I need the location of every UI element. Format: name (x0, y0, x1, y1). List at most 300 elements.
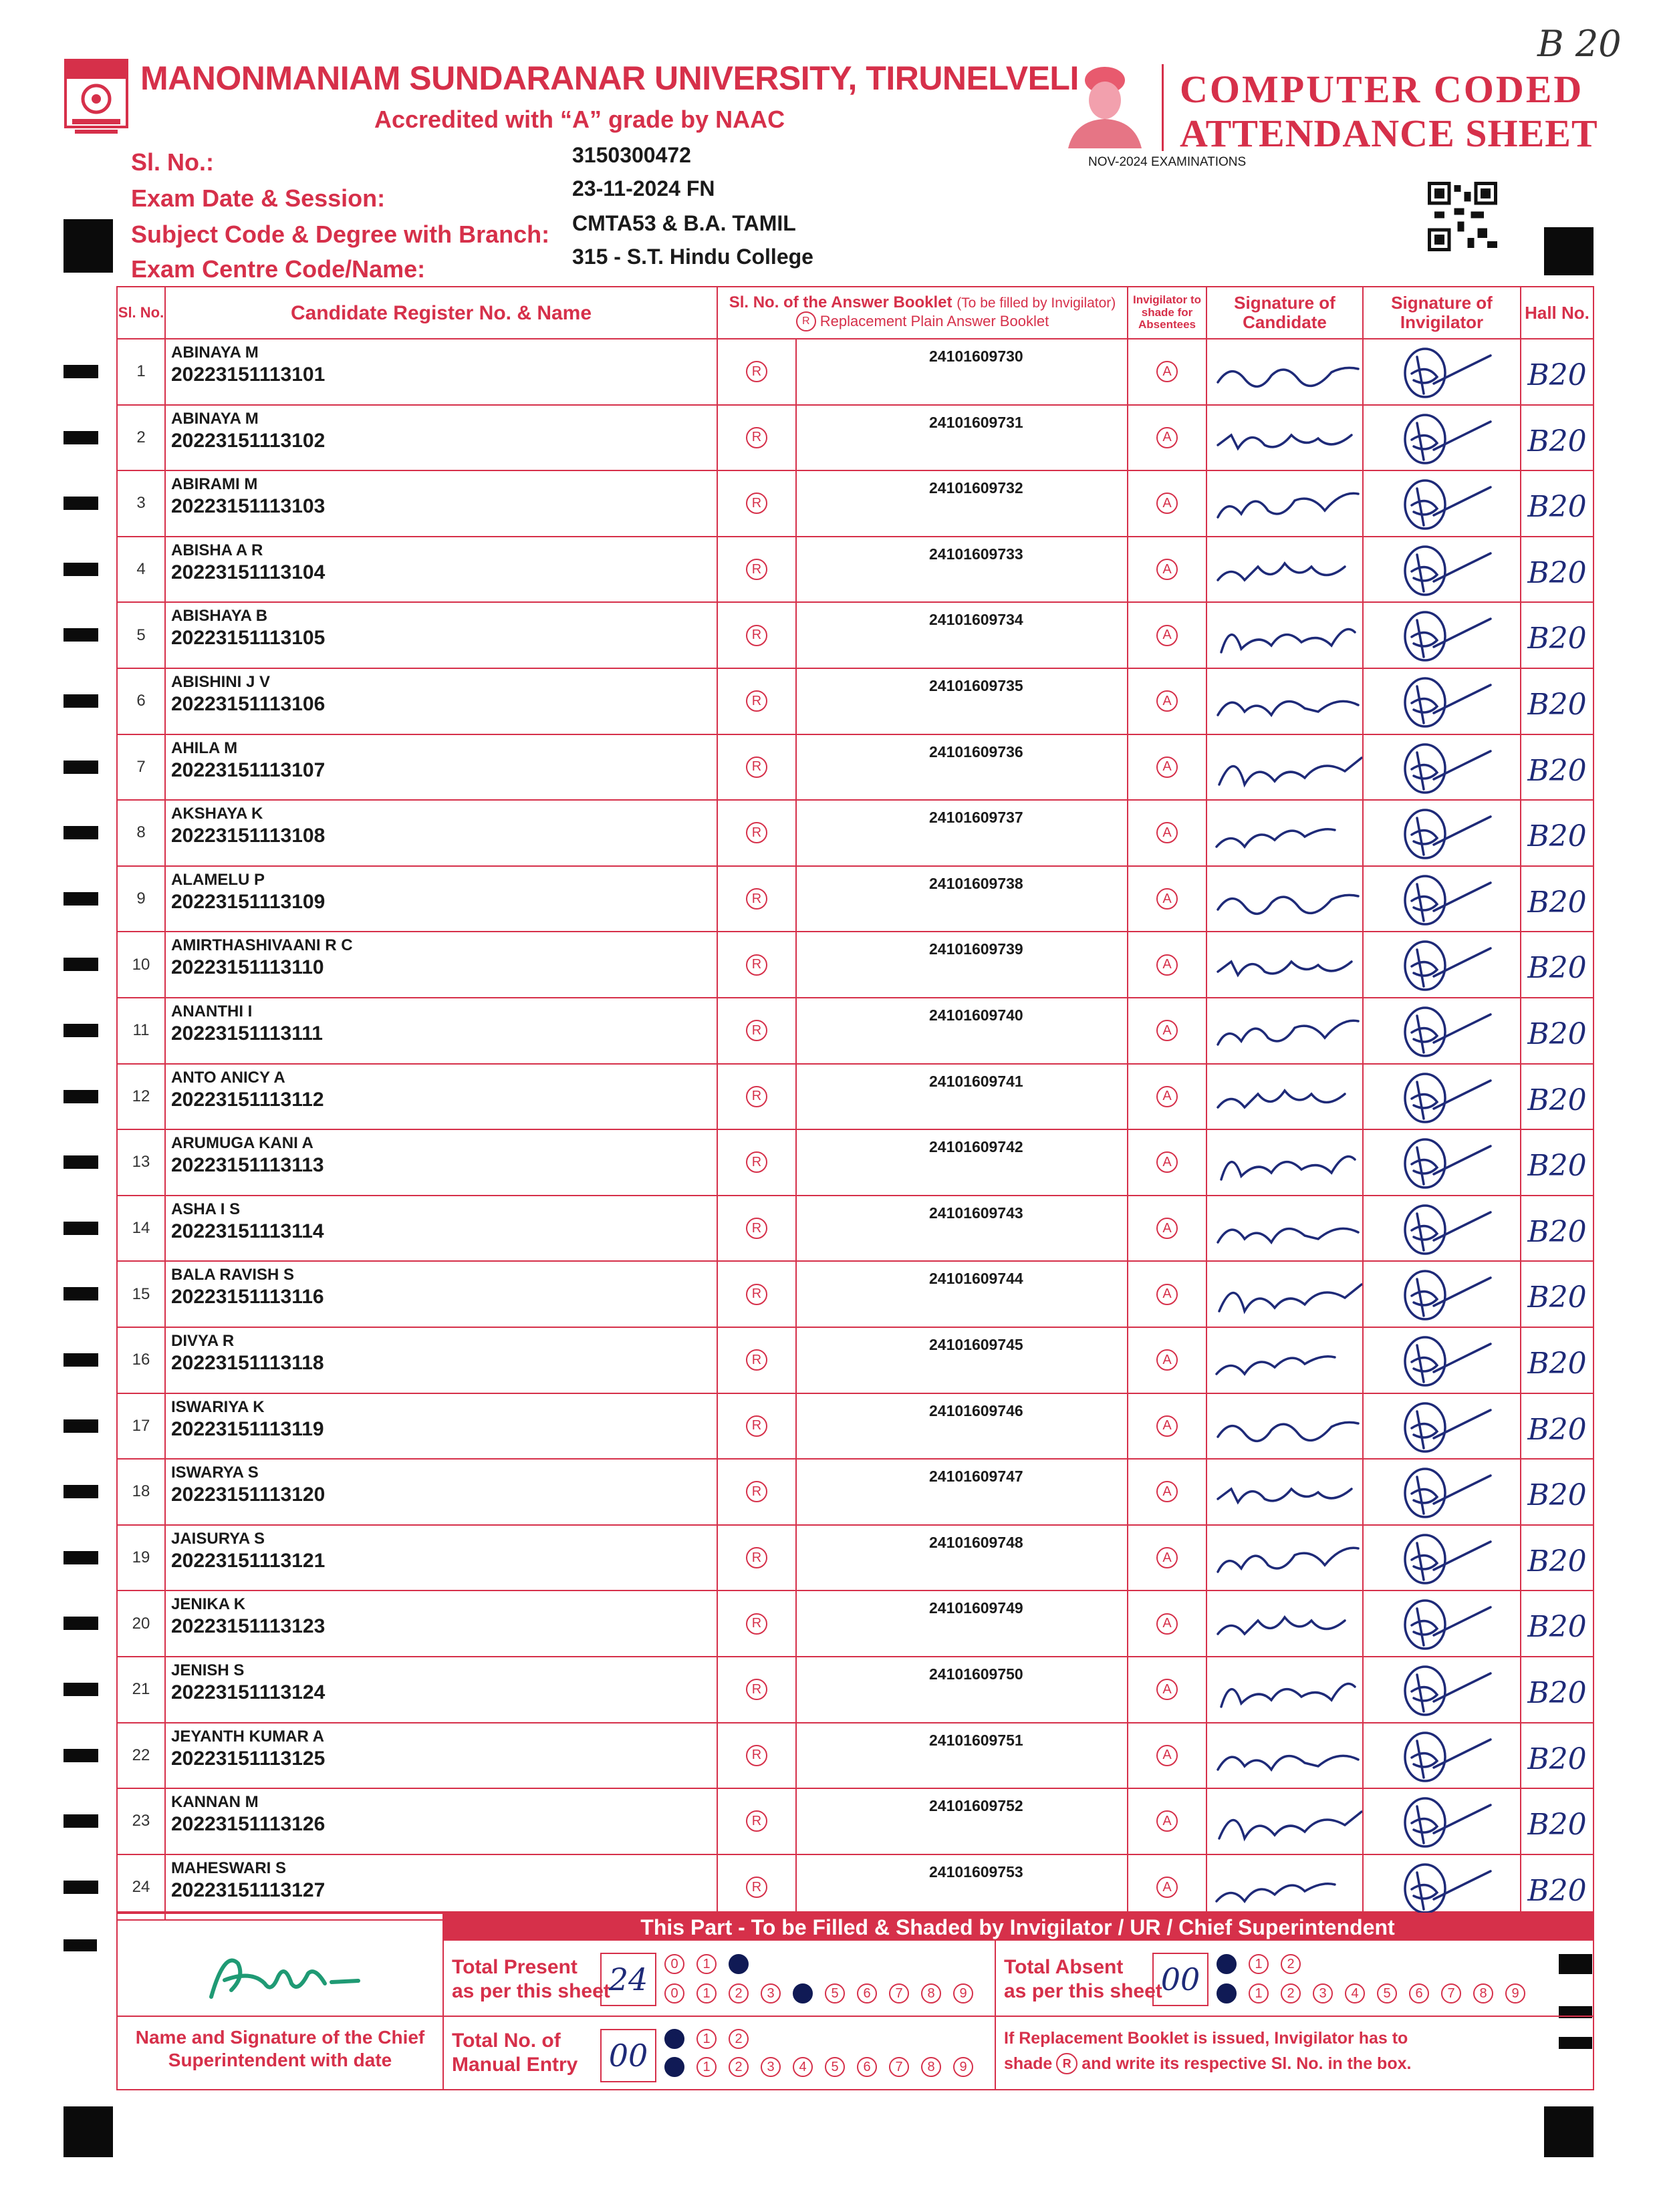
university-logo (61, 57, 131, 138)
replacement-bubble[interactable]: R (746, 1086, 767, 1107)
units-digit-bubble[interactable]: 1 (696, 2057, 717, 2077)
absent-bubble-cell (1128, 1591, 1207, 1656)
row-sl-no: 2 (118, 406, 166, 470)
table-row (118, 1130, 1593, 1196)
replacement-bubble[interactable]: R (746, 756, 767, 778)
candidate-signature-cell (1207, 1657, 1364, 1722)
replacement-bubble-cell (718, 998, 797, 1063)
header-invigilator-signature: Signature of Invigilator (1364, 287, 1521, 338)
candidate-name: AKSHAYA K (171, 805, 263, 823)
candidate-signature (1211, 1206, 1362, 1252)
units-digit-bubble[interactable]: 9 (953, 2057, 973, 2077)
candidate-register-no: 20223151113123 (171, 1615, 326, 1638)
units-digit-bubble[interactable]: 5 (1377, 1983, 1397, 2003)
invigilator-signature-cell (1364, 1789, 1521, 1854)
units-digit-bubble[interactable]: 7 (889, 1983, 909, 2003)
replacement-bubble-cell (718, 1262, 797, 1327)
invigilator-signature (1397, 673, 1497, 730)
tens-digit-bubble[interactable]: 1 (1249, 1954, 1269, 1974)
units-digit-bubble[interactable]: 0 (664, 1983, 684, 2003)
table-row (118, 1526, 1593, 1592)
candidate-signature (1211, 480, 1362, 527)
replacement-bubble[interactable]: R (746, 625, 767, 646)
hall-cell (1521, 1394, 1593, 1459)
absent-bubble[interactable]: A (1156, 1415, 1178, 1437)
replacement-bubble[interactable]: R (746, 1020, 767, 1041)
absent-bubble[interactable]: A (1156, 690, 1178, 712)
replacement-bubble[interactable]: R (746, 1745, 767, 1766)
invigilator-signature (1397, 607, 1497, 664)
replacement-bubble[interactable]: R (746, 822, 767, 843)
candidate-register-no: 20223151113119 (171, 1417, 324, 1440)
units-digit-bubble[interactable]: 2 (1281, 1983, 1301, 2003)
candidate-register-no: 20223151113112 (171, 1088, 324, 1111)
timing-mark (63, 1155, 98, 1169)
absent-bubble[interactable]: A (1156, 427, 1178, 448)
units-digit-bubble[interactable]: 7 (1441, 1983, 1461, 2003)
candidate-signature-cell (1207, 1591, 1364, 1656)
candidate-signature-cell (1207, 1196, 1364, 1261)
row-sl-no: 14 (118, 1196, 166, 1261)
row-candidate (166, 1591, 718, 1656)
hall-cell (1521, 1855, 1593, 1920)
table-row (118, 1723, 1593, 1790)
table-row (118, 801, 1593, 867)
candidate-signature (1211, 1337, 1362, 1384)
chief-superintendent-signature (198, 1943, 372, 2008)
timing-mark (63, 563, 98, 576)
absent-bubble[interactable]: A (1156, 493, 1178, 514)
row-candidate (166, 1328, 718, 1393)
tens-digit-bubble[interactable]: 1 (696, 1954, 717, 1974)
row-candidate (166, 1657, 718, 1722)
units-digit-bubble[interactable]: 8 (921, 1983, 941, 2003)
sl-no-label: Sl. No.: (131, 148, 214, 176)
replacement-bubble[interactable]: R (746, 361, 767, 382)
booklet-cell (912, 801, 1128, 865)
header-replacement-label: Replacement Plain Answer Booklet (819, 313, 1049, 330)
hall-no: B20 (1527, 1347, 1587, 1381)
tens-digit-bubble[interactable]: 0 (664, 1954, 684, 1974)
absent-bubble-cell (1128, 669, 1207, 734)
total-absent-box[interactable]: 00 (1152, 1953, 1208, 2006)
row-sl-no: 8 (118, 801, 166, 865)
hall-cell (1521, 1657, 1593, 1722)
units-digit-bubble[interactable] (793, 1983, 813, 2003)
invigilator-signature (1397, 1069, 1497, 1126)
absent-bubble[interactable]: A (1156, 1877, 1178, 1898)
timing-mark (63, 826, 98, 839)
row-candidate (166, 1526, 718, 1591)
exam-date-value: 23-11-2024 FN (572, 176, 715, 200)
candidate-register-no: 20223151113121 (171, 1549, 326, 1572)
candidate-signature-cell (1207, 1460, 1364, 1524)
units-digit-bubble[interactable]: 4 (793, 2057, 813, 2077)
booklet-number: 24101609740 (929, 1006, 1023, 1024)
absent-bubble[interactable]: A (1156, 1218, 1178, 1239)
units-digit-bubble[interactable]: 3 (1313, 1983, 1333, 2003)
units-digit-bubble[interactable]: 8 (921, 2057, 941, 2077)
row-sl-no: 6 (118, 669, 166, 734)
booklet-number: 24101609739 (929, 940, 1023, 958)
timing-mark (63, 1353, 98, 1367)
row-candidate (166, 735, 718, 800)
table-row (118, 1460, 1593, 1526)
tens-digit-bubble[interactable]: 2 (1281, 1954, 1301, 1974)
absent-bubble[interactable]: A (1156, 559, 1178, 580)
timing-mark (63, 1090, 98, 1103)
candidate-signature-cell (1207, 1789, 1364, 1854)
booklet-number: 24101609738 (929, 874, 1023, 892)
absent-bubble-cell (1128, 471, 1207, 536)
absent-bubble-cell (1128, 932, 1207, 997)
replacement-bubble[interactable]: R (746, 1218, 767, 1239)
candidate-register-no: 20223151113109 (171, 890, 326, 913)
row-candidate (166, 801, 718, 865)
booklet-number: 24101609750 (929, 1665, 1023, 1683)
absent-bubble[interactable]: A (1156, 1679, 1178, 1700)
table-row (118, 669, 1593, 735)
table-row (118, 1394, 1593, 1460)
table-row (118, 1591, 1593, 1657)
tens-digit-bubble[interactable] (664, 2029, 684, 2049)
candidate-name: MAHESWARI S (171, 1858, 287, 1877)
row-sl-no: 1 (118, 339, 166, 404)
invigilator-signature (1397, 1595, 1497, 1653)
candidate-name: AMIRTHASHIVAANI R C (171, 936, 353, 955)
units-digit-bubble[interactable]: 7 (889, 2057, 909, 2077)
hall-no: B20 (1527, 1412, 1587, 1447)
exam-session-label: NOV-2024 EXAMINATIONS (1088, 155, 1247, 169)
table-row (118, 1789, 1593, 1855)
candidate-register-no: 20223151113101 (171, 364, 326, 386)
units-digit-bubble[interactable]: 9 (953, 1983, 973, 2003)
absent-bubble[interactable]: A (1156, 888, 1178, 910)
candidate-name: ISWARIYA K (171, 1397, 265, 1416)
booklet-number: 24101609730 (929, 348, 1023, 365)
units-digit-bubble[interactable]: 1 (696, 1983, 717, 2003)
table-row (118, 406, 1593, 472)
replacement-bubble[interactable]: R (746, 1481, 767, 1502)
hall-no: B20 (1527, 1676, 1587, 1710)
manual-entry-box[interactable]: 00 (600, 2029, 656, 2082)
hall-cell (1521, 406, 1593, 470)
row-candidate (166, 1789, 718, 1854)
hall-cell (1521, 603, 1593, 668)
candidate-register-no: 20223151113126 (171, 1813, 326, 1836)
replacement-bubble[interactable]: R (746, 1284, 767, 1305)
booklet-number: 24101609736 (929, 742, 1023, 761)
units-digit-bubble[interactable]: 8 (1473, 1983, 1493, 2003)
row-candidate (166, 1460, 718, 1524)
timing-mark (63, 892, 98, 906)
absent-bubble[interactable]: A (1156, 1481, 1178, 1502)
row-sl-no: 12 (118, 1065, 166, 1129)
table-row (118, 867, 1593, 933)
replacement-bubble[interactable]: R (746, 888, 767, 910)
booklet-cell (912, 867, 1128, 932)
table-row (118, 932, 1593, 998)
replacement-bubble-cell (718, 1130, 797, 1195)
booklet-number: 24101609751 (929, 1731, 1023, 1749)
table-row (118, 1065, 1593, 1131)
absent-bubble[interactable]: A (1156, 1547, 1178, 1568)
invigilator-signature-cell (1364, 1328, 1521, 1393)
candidate-signature-cell (1207, 339, 1364, 404)
handwritten-hall-mark: B 20 (1537, 23, 1622, 65)
booklet-number: 24101609741 (929, 1072, 1023, 1090)
header-booklet-title: Sl. No. of the Answer Booklet (729, 293, 952, 311)
units-digit-bubble[interactable] (664, 2057, 684, 2077)
candidate-signature (1211, 612, 1362, 659)
invigilator-signature-cell (1364, 1526, 1521, 1591)
candidate-signature (1211, 1798, 1362, 1845)
replacement-bubble[interactable]: R (746, 1613, 767, 1635)
units-digit-bubble[interactable]: 6 (1409, 1983, 1429, 2003)
row-sl-no: 9 (118, 867, 166, 932)
row-sl-no: 18 (118, 1460, 166, 1524)
candidate-signature (1211, 1469, 1362, 1516)
row-sl-no: 5 (118, 603, 166, 668)
invigilator-band: This Part - To be Filled & Shaded by Invigilator / UR / Chief Superintendent (442, 1914, 1593, 1941)
absent-bubble[interactable]: A (1156, 361, 1178, 382)
hall-cell (1521, 932, 1593, 997)
total-absent-label-2: as per this sheet (1004, 1980, 1162, 2002)
tens-digit-bubble[interactable]: 2 (729, 2029, 749, 2049)
candidate-signature (1211, 744, 1362, 791)
booklet-cell (912, 1130, 1128, 1195)
candidate-signature-cell (1207, 603, 1364, 668)
timing-mark (63, 1749, 98, 1762)
absent-bubble[interactable]: A (1156, 1284, 1178, 1305)
absent-bubble-cell (1128, 867, 1207, 932)
header-hall-no: Hall No. (1525, 302, 1589, 323)
hall-no: B20 (1527, 358, 1587, 392)
absent-bubble-cell (1128, 1262, 1207, 1327)
table-row (118, 735, 1593, 801)
timing-mark (63, 958, 98, 971)
invigilator-signature (1397, 1530, 1497, 1587)
timing-mark (63, 1024, 98, 1037)
header-replacement (796, 311, 1049, 331)
table-row (118, 471, 1593, 537)
candidate-name: ABIRAMI M (171, 475, 258, 494)
row-sl-no: 10 (118, 932, 166, 997)
absent-bubble-cell (1128, 1723, 1207, 1788)
units-digit-bubble[interactable]: 6 (857, 1983, 877, 2003)
candidate-signature (1211, 1667, 1362, 1713)
timing-mark (63, 628, 98, 642)
candidate-register-no: 20223151113120 (171, 1484, 326, 1506)
invigilator-signature-cell (1364, 669, 1521, 734)
replacement-note-line-1: If Replacement Booklet is issued, Invigilator has to (1004, 2029, 1408, 2048)
exam-date-label: Exam Date & Session: (131, 184, 386, 212)
candidate-name: ABINAYA M (171, 409, 259, 428)
absent-bubble[interactable]: A (1156, 822, 1178, 843)
booklet-cell (912, 471, 1128, 536)
candidate-register-no: 20223151113116 (171, 1286, 324, 1308)
tens-digit-bubble[interactable] (1217, 1954, 1237, 1974)
replacement-note-end: and write its respective Sl. No. in the box. (1081, 2054, 1412, 2073)
invigilator-signature (1397, 1859, 1497, 1917)
units-digit-bubble[interactable]: 2 (729, 1983, 749, 2003)
replacement-bubble-cell (718, 932, 797, 997)
hall-no: B20 (1527, 1083, 1587, 1117)
row-sl-no: 4 (118, 537, 166, 602)
row-sl-no: 21 (118, 1657, 166, 1722)
invigilator-signature-cell (1364, 998, 1521, 1063)
hall-no: B20 (1527, 555, 1587, 590)
units-digit-bubble[interactable]: 3 (761, 1983, 781, 2003)
booklet-number: 24101609733 (929, 545, 1023, 563)
replacement-bubble[interactable]: R (746, 1679, 767, 1700)
replacement-bubble[interactable]: R (746, 1547, 767, 1568)
tens-digit-bubble[interactable] (729, 1954, 749, 1974)
candidate-register-no: 20223151113104 (171, 561, 326, 583)
units-digit-bubble[interactable]: 1 (1249, 1983, 1269, 2003)
absent-bubble[interactable]: A (1156, 1349, 1178, 1371)
absent-bubble[interactable]: A (1156, 1810, 1178, 1832)
tens-digit-bubble[interactable]: 1 (696, 2029, 717, 2049)
booklet-cell (912, 1657, 1128, 1722)
absent-bubble[interactable]: A (1156, 1613, 1178, 1635)
candidate-name: ALAMELU P (171, 870, 265, 889)
header-divider (1162, 64, 1164, 151)
sl-no-value: 3150300472 (572, 143, 691, 167)
absent-bubble[interactable]: A (1156, 1086, 1178, 1107)
table-row (118, 603, 1593, 669)
replacement-bubble[interactable]: R (746, 493, 767, 514)
booklet-cell (912, 339, 1128, 404)
booklet-number: 24101609743 (929, 1204, 1023, 1222)
header-booklet (718, 287, 1128, 338)
row-candidate (166, 1130, 718, 1195)
row-sl-no: 24 (118, 1855, 166, 1920)
booklet-number: 24101609732 (929, 479, 1023, 497)
absent-bubble[interactable]: A (1156, 1020, 1178, 1041)
row-candidate (166, 406, 718, 470)
candidate-register-no: 20223151113106 (171, 693, 326, 715)
candidate-name: ANTO ANICY A (171, 1068, 285, 1087)
invigilator-signature (1397, 1793, 1497, 1850)
replacement-bubble[interactable]: R (746, 1877, 767, 1898)
absent-bubble[interactable]: A (1156, 756, 1178, 778)
candidate-signature-cell (1207, 406, 1364, 470)
qr-code-icon (1428, 182, 1497, 251)
manual-entry-label-1: Total No. of (452, 2030, 561, 2052)
hall-cell (1521, 735, 1593, 800)
timing-mark (63, 431, 98, 444)
invigilator-signature-cell (1364, 406, 1521, 470)
row-candidate (166, 1065, 718, 1129)
table-row (118, 1328, 1593, 1394)
invigilator-signature (1397, 1398, 1497, 1456)
units-digit-bubble[interactable] (1217, 1983, 1237, 2003)
invigilator-signature (1397, 1727, 1497, 1785)
hall-no: B20 (1527, 1017, 1587, 1051)
replacement-bubble[interactable]: R (746, 1415, 767, 1437)
invigilator-signature-cell (1364, 1460, 1521, 1524)
row-candidate (166, 932, 718, 997)
invigilator-signature (1397, 541, 1497, 599)
replacement-bubble[interactable]: R (746, 559, 767, 580)
replacement-bubble[interactable]: R (746, 1810, 767, 1832)
booklet-number: 24101609745 (929, 1336, 1023, 1353)
timing-mark (63, 219, 113, 273)
hall-no: B20 (1527, 1873, 1587, 1908)
replacement-bubble[interactable]: R (746, 1151, 767, 1173)
units-digit-bubble[interactable]: 5 (825, 1983, 845, 2003)
total-present-box[interactable]: 24 (600, 1953, 656, 2006)
replacement-bubble[interactable]: R (746, 427, 767, 448)
replacement-note-line-2 (1004, 2052, 1411, 2077)
hall-cell (1521, 669, 1593, 734)
row-sl-no: 7 (118, 735, 166, 800)
booklet-cell (912, 603, 1128, 668)
hall-no: B20 (1527, 951, 1587, 986)
candidate-register-no: 20223151113127 (171, 1879, 326, 1901)
units-digit-bubble[interactable]: 9 (1505, 1983, 1525, 2003)
header-candidate: Candidate Register No. & Name (166, 287, 718, 338)
invigilator-signature (1397, 1002, 1497, 1060)
candidate-register-no: 20223151113103 (171, 495, 326, 518)
candidate-name: DIVYA R (171, 1332, 235, 1350)
replacement-bubble-cell (718, 339, 797, 404)
candidate-signature-cell (1207, 537, 1364, 602)
replacement-bubble[interactable]: R (746, 690, 767, 712)
replacement-bubble[interactable]: R (746, 1349, 767, 1371)
replacement-bubble-cell (718, 735, 797, 800)
timing-mark (63, 1881, 98, 1894)
candidate-signature (1211, 678, 1362, 725)
invigilator-signature (1397, 1332, 1497, 1389)
candidate-signature-cell (1207, 735, 1364, 800)
candidate-signature (1211, 1008, 1362, 1055)
absent-bubble[interactable]: A (1156, 1745, 1178, 1766)
hall-no: B20 (1527, 1214, 1587, 1249)
invigilator-signature (1397, 410, 1497, 467)
units-digit-bubble[interactable]: 5 (825, 2057, 845, 2077)
candidate-register-no: 20223151113105 (171, 627, 326, 650)
candidate-name: ARUMUGA KANI A (171, 1134, 313, 1153)
absent-bubble[interactable]: A (1156, 1151, 1178, 1173)
replacement-note-shade: shade (1004, 2054, 1053, 2073)
candidate-signature-cell (1207, 471, 1364, 536)
invigilator-signature-cell (1364, 1855, 1521, 1920)
subject-label: Subject Code & Degree with Branch: (131, 221, 550, 248)
hall-cell (1521, 471, 1593, 536)
hall-no: B20 (1527, 1149, 1587, 1184)
timing-mark (63, 1617, 98, 1630)
total-absent-label-1: Total Absent (1004, 1956, 1124, 1978)
header-booklet-note: (To be filled by Invigilator) (957, 295, 1116, 311)
replacement-bubble[interactable]: R (746, 954, 767, 976)
candidate-signature-cell (1207, 1262, 1364, 1327)
university-name: MANONMANIAM SUNDARANAR UNIVERSITY, TIRUNELVELI (140, 59, 1079, 97)
units-digit-bubble[interactable]: 4 (1345, 1983, 1365, 2003)
chief-superintendent-label: Name and Signature of the Chief Superintendent with date (135, 2027, 425, 2070)
invigilator-signature-cell (1364, 339, 1521, 404)
units-digit-bubble[interactable]: 6 (857, 2057, 877, 2077)
replacement-bubble-cell (718, 1328, 797, 1393)
absent-bubble[interactable]: A (1156, 625, 1178, 646)
units-digit-bubble[interactable]: 2 (729, 2057, 749, 2077)
candidate-signature-cell (1207, 801, 1364, 865)
absent-bubble[interactable]: A (1156, 954, 1178, 976)
booklet-cell (912, 1196, 1128, 1261)
units-digit-bubble[interactable]: 3 (761, 2057, 781, 2077)
invigilator-signature (1397, 475, 1497, 533)
